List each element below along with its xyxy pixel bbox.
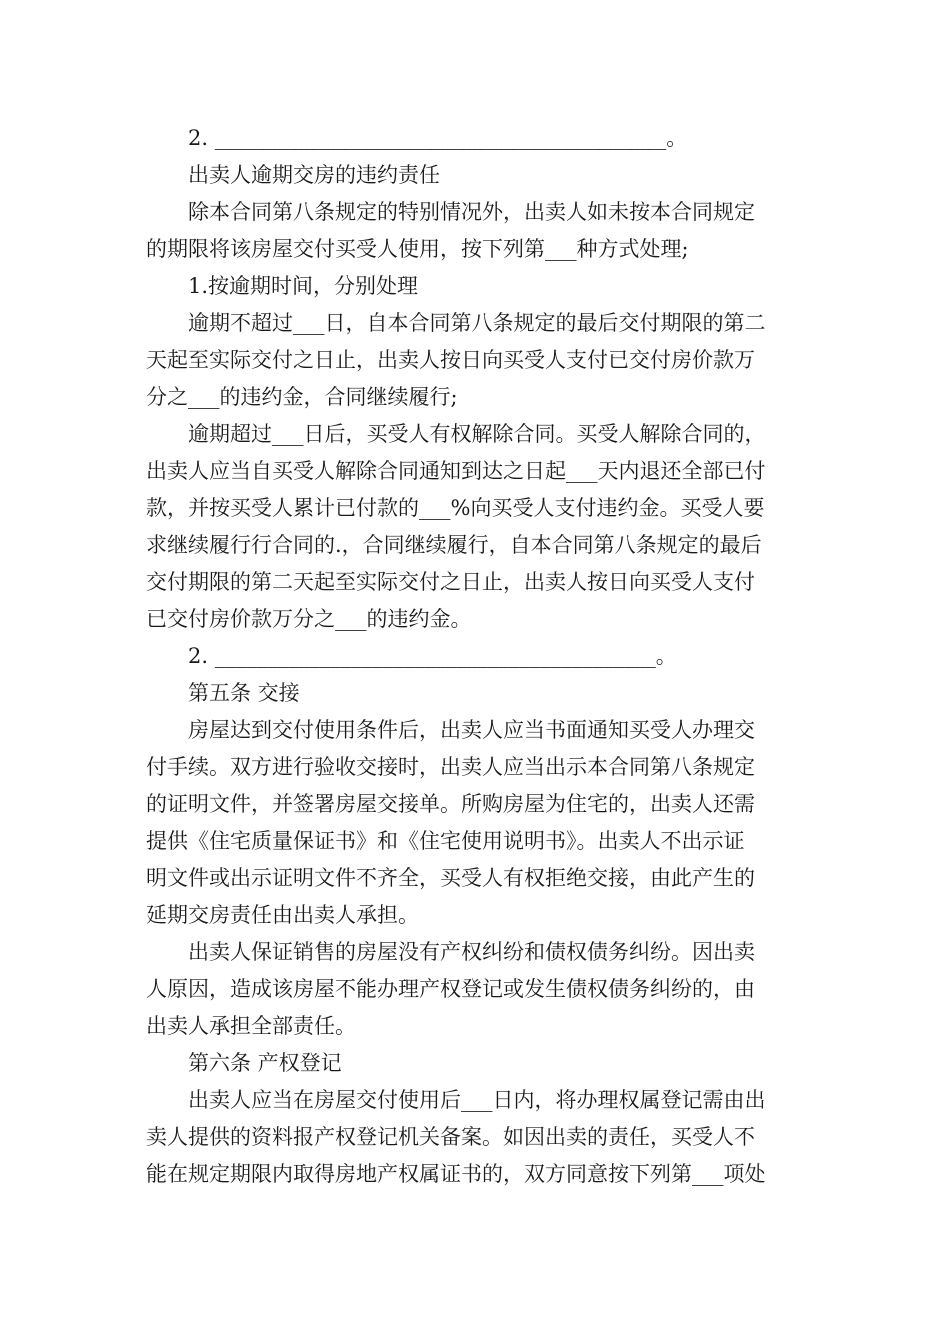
text-line: 出卖人逾期交房的违约责任 <box>188 163 440 187</box>
text-line: 款，并按买受人累计已付款的___%向买受人支付违约金。买受人要 <box>146 496 765 520</box>
para-handover-procedure <box>146 712 806 934</box>
text-line: 出卖人应当自买受人解除合同通知到达之日起___天内退还全部已付 <box>146 459 766 483</box>
text-line: 求继续履行行合同的.，合同继续履行，自本合同第八条规定的最后 <box>146 533 762 557</box>
text-line: 的证明文件，并签署房屋交接单。所购房屋为住宅的，出卖人还需 <box>146 792 755 816</box>
item-1-by-delay-period <box>146 268 806 305</box>
text-line: 1.按逾期时间，分别处理 <box>188 274 419 298</box>
para-delay-within-days <box>146 305 806 416</box>
text-line: 天起至实际交付之日止，出卖人按日向买受人支付已交付房价款万 <box>146 348 755 372</box>
text-line: 除本合同第八条规定的特别情况外，出卖人如未按本合同规定 <box>188 200 755 224</box>
text-line: 第六条 产权登记 <box>188 1051 342 1075</box>
text-line: 明文件或出示证明文件不齐全，买受人有权拒绝交接，由此产生的 <box>146 866 755 890</box>
text-line: 第五条 交接 <box>188 681 300 705</box>
text-line: 人原因，造成该房屋不能办理产权登记或发生债权债务纠纷的，由 <box>146 977 755 1001</box>
para-title-registration <box>146 1082 806 1193</box>
contract-page <box>146 120 806 1193</box>
para-delay-over-days <box>146 416 806 638</box>
item-2-blank-first <box>146 120 806 157</box>
text-line: 提供《住宅质量保证书》和《住宅使用说明书》。出卖人不出示证 <box>146 829 745 853</box>
text-line: 房屋达到交付使用条件后，出卖人应当书面通知买受人办理交 <box>188 718 755 742</box>
text-line: 交付期限的第二天起至实际交付之日止，出卖人按日向买受人支付 <box>146 570 755 594</box>
text-line: 付手续。双方进行验收交接时，出卖人应当出示本合同第八条规定 <box>146 755 755 779</box>
text-line: 2. __________________________________________。 <box>188 644 677 668</box>
para-seller-guarantee <box>146 934 806 1045</box>
heading-article-6-title-registration <box>146 1045 806 1082</box>
text-line: 2. ___________________________________________。 <box>188 126 688 150</box>
text-line: 已交付房价款万分之___的违约金。 <box>146 607 472 631</box>
text-line: 的期限将该房屋交付买受人使用，按下列第___种方式处理; <box>146 237 689 261</box>
item-2-blank-second <box>146 638 806 675</box>
heading-article-5-handover <box>146 675 806 712</box>
text-line: 能在规定期限内取得房地产权属证书的，双方同意按下列第___项处 <box>146 1162 766 1186</box>
text-line: 出卖人保证销售的房屋没有产权纠纷和债权债务纠纷。因出卖 <box>188 940 755 964</box>
text-line: 出卖人应当在房屋交付使用后___日内，将办理权属登记需由出 <box>188 1088 766 1112</box>
text-line: 分之___的违约金，合同继续履行; <box>146 385 458 409</box>
text-line: 逾期不超过___日，自本合同第八条规定的最后交付期限的第二 <box>188 311 766 335</box>
para-late-delivery-intro <box>146 194 806 268</box>
text-line: 逾期超过___日后，买受人有权解除合同。买受人解除合同的， <box>188 422 766 446</box>
text-line: 出卖人承担全部责任。 <box>146 1014 356 1038</box>
heading-late-delivery-liability <box>146 157 806 194</box>
text-line: 卖人提供的资料报产权登记机关备案。如因出卖的责任，买受人不 <box>146 1125 755 1149</box>
text-line: 延期交房责任由出卖人承担。 <box>146 903 419 927</box>
